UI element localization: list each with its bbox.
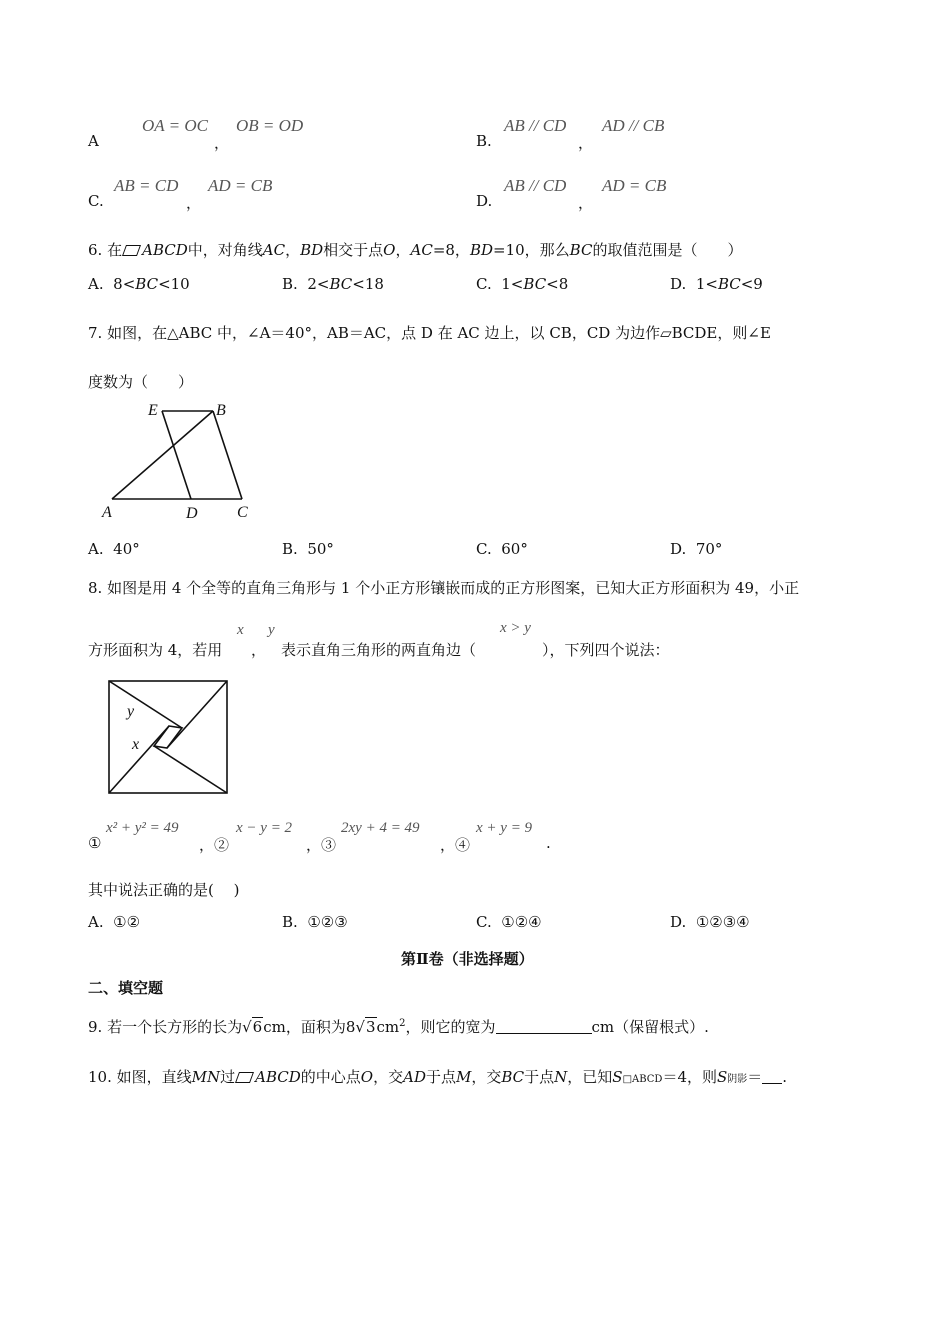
subscript: 阴影 [727,1074,748,1085]
math-var: S [612,1068,623,1086]
radicand: 3 [365,1018,376,1036]
math-var: BD [300,241,324,259]
math-var: BC [717,275,741,293]
math-var: y [268,622,275,638]
stem-text: ，则它的宽为 [405,1018,496,1036]
stem-text: 在 [107,241,123,259]
math-var: BC [523,275,547,293]
option-label: D. [670,913,687,931]
math-var: BC [569,241,593,259]
option-text: <8 [546,275,569,293]
option-label: B. [476,132,492,150]
math-var: ABCD [255,1068,301,1086]
section-title: 二、填空题 [88,979,164,997]
option-text: <9 [740,275,763,293]
option-label: B. [282,540,298,558]
stem-text: . [782,1068,788,1086]
label-x: x [132,736,140,753]
stem-text: =8， [432,241,470,259]
stem-text: ，交 [373,1068,404,1086]
option-label: D. [670,275,687,293]
q6-option-c [476,275,568,293]
part-title: 第Ⅱ卷（非选择题） [401,950,534,968]
stem-text: 相交于点 [323,241,384,259]
q5-option-b [476,116,776,152]
statement-mark: ，② [199,836,230,854]
comma: ， [214,134,230,152]
label-e: E [148,402,158,419]
math-expression: x > y [500,620,531,636]
math-var: O [360,1068,374,1086]
q6-stem [88,239,742,260]
q9-stem [88,1016,709,1037]
option-text: 1< [695,275,718,293]
math-var: BC [501,1068,525,1086]
unit: cm [376,1018,400,1036]
stem-text: ， [285,241,301,259]
q8-stem-line2 [88,620,848,660]
stem-text: 的中心点 [300,1068,361,1086]
q8-statements [88,816,588,856]
math-var: AC [262,241,286,259]
segment-ed [162,411,191,499]
option-text: 50° [307,540,334,558]
math-expression: AB // CD [504,116,567,135]
statement-end: . [546,834,551,852]
comma: ， [578,194,594,212]
exponent: 2 [399,1018,406,1029]
label-b: B [216,402,226,419]
sqrt-expression: √6 [242,1018,263,1036]
option-label: A. [88,275,104,293]
segment-ab [112,411,213,499]
stem-text: ＝4，则 [662,1068,717,1086]
math-expression: OB = OD [236,116,304,135]
stem-text: 过 [220,1068,236,1086]
sqrt-expression: √3 [355,1018,376,1036]
stem-text: 9. 若一个长方形的长为 [88,1018,243,1036]
outer-square [109,681,227,793]
stem-text: 的取值范围是（ ） [592,241,743,259]
stem-text: 表示直角三角形的两直角边（ [281,641,477,659]
stem-text: ＝ [747,1068,763,1086]
radicand: 6 [252,1018,263,1036]
math-var: S [717,1068,728,1086]
option-label: C. [476,275,492,293]
q7-option-c [476,540,528,558]
option-text: <18 [352,275,384,293]
q8-option-b [282,913,348,931]
q8-option-c [476,913,542,931]
option-label: B. [282,275,298,293]
stem-text: 中，对角线 [187,241,263,259]
stem-text: 方形面积为 4，若用 [88,641,223,659]
option-label: C. [476,540,492,558]
segment-bc [213,411,242,499]
option-text: 2< [307,275,330,293]
option-text: 1< [501,275,524,293]
q5-option-d [476,176,776,212]
triangle-side-3 [154,746,227,793]
parallelogram-icon [122,245,141,256]
triangle-side-2 [167,681,227,748]
q7-option-b [282,540,334,558]
option-text: ①②③④ [695,913,750,931]
math-expression: x − y = 2 [236,820,293,836]
option-text: ①② [113,913,141,931]
math-var: AC [410,241,433,259]
option-label: D. [476,192,493,210]
option-text: <10 [158,275,190,293]
stem-text: ， [251,641,267,659]
stem-text: =10，那么 [493,241,570,259]
label-d: D [186,505,198,522]
label-y: y [127,703,135,720]
option-label: D. [670,540,687,558]
math-expression: x² + y² = 49 [106,820,179,836]
stem-text: ，已知 [567,1068,613,1086]
math-expression: OA = OC [142,116,208,135]
statement-mark: ，③ [306,836,337,854]
label-a: A [102,504,112,521]
q7-figure [95,398,265,523]
option-text: ①②③ [307,913,348,931]
answer-blank[interactable] [496,1019,592,1034]
math-expression: AB = CD [114,176,179,195]
q8-question: 其中说法正确的是( ) [88,881,240,899]
math-var: MN [191,1068,221,1086]
q8-stem-line1: 8. 如图是用 4 个全等的直角三角形与 1 个小正方形镶嵌而成的正方形图案，已知大正方形面积为 49，小正 [88,579,800,597]
option-text: 70° [695,540,723,558]
option-label: B. [282,913,298,931]
stem-text: ，交 [471,1068,502,1086]
q7-option-d [670,540,722,558]
stem-text: ， [395,241,411,259]
unit: cm [263,1018,286,1036]
comma: ， [578,134,594,152]
q5-option-c [88,176,388,212]
stem-text: 于点 [425,1068,456,1086]
q7-stem-line2: 度数为（ ） [88,373,194,391]
math-expression: x + y = 9 [476,820,533,836]
statement-mark: ① [88,834,102,852]
parallelogram-icon [235,1072,254,1083]
option-text: 60° [501,540,528,558]
coefficient: 8 [345,1018,356,1036]
math-expression: AD = CB [602,176,667,195]
label-c: C [237,504,248,521]
answer-blank[interactable] [762,1069,782,1084]
math-expression: AD // CB [602,116,665,135]
math-var: BD [469,241,493,259]
q6-option-d [670,275,763,293]
subscript: □ABCD [622,1074,663,1085]
q7-stem-line1: 7. 如图，在△ABC 中，∠A＝40°，AB＝AC，点 D 在 AC 边上，以 CB，CD 为边作▱BCDE，则∠E [88,324,771,342]
option-text: 40° [113,540,140,558]
math-var: AD [403,1068,426,1086]
option-label: A [88,132,99,150]
q8-option-d [670,913,750,931]
option-label: C. [88,192,104,210]
q10-stem [88,1066,787,1087]
math-var: x [237,622,244,638]
statement-mark: ，④ [440,836,471,854]
stem-text: 于点 [524,1068,555,1086]
math-var: BC [329,275,353,293]
math-var: N [554,1068,568,1086]
math-var: O [383,241,396,259]
math-var: M [455,1068,472,1086]
stem-text: ），下列四个说法： [542,641,670,659]
q6-option-b [282,275,384,293]
stem-text: cm（保留根式）. [591,1018,709,1036]
q5-option-a [88,116,388,152]
stem-text: ，面积为 [285,1018,346,1036]
q7-option-a [88,540,140,558]
option-label: C. [476,913,492,931]
q8-option-a [88,913,140,931]
math-expression: AD = CB [208,176,273,195]
triangle-side-1 [109,681,182,728]
option-text: ①②④ [501,913,542,931]
math-var: BC [135,275,159,293]
option-label: A. [88,540,104,558]
option-text: 8< [113,275,136,293]
stem-text: 10. 如图，直线 [88,1068,192,1086]
q6-option-a [88,275,190,293]
q8-figure [106,678,232,796]
math-expression: AB // CD [504,176,567,195]
comma: ， [186,194,202,212]
math-expression: 2xy + 4 = 49 [341,820,420,836]
option-label: A. [88,913,104,931]
math-var: ABCD [142,241,188,259]
question-number: 6. [88,241,103,259]
